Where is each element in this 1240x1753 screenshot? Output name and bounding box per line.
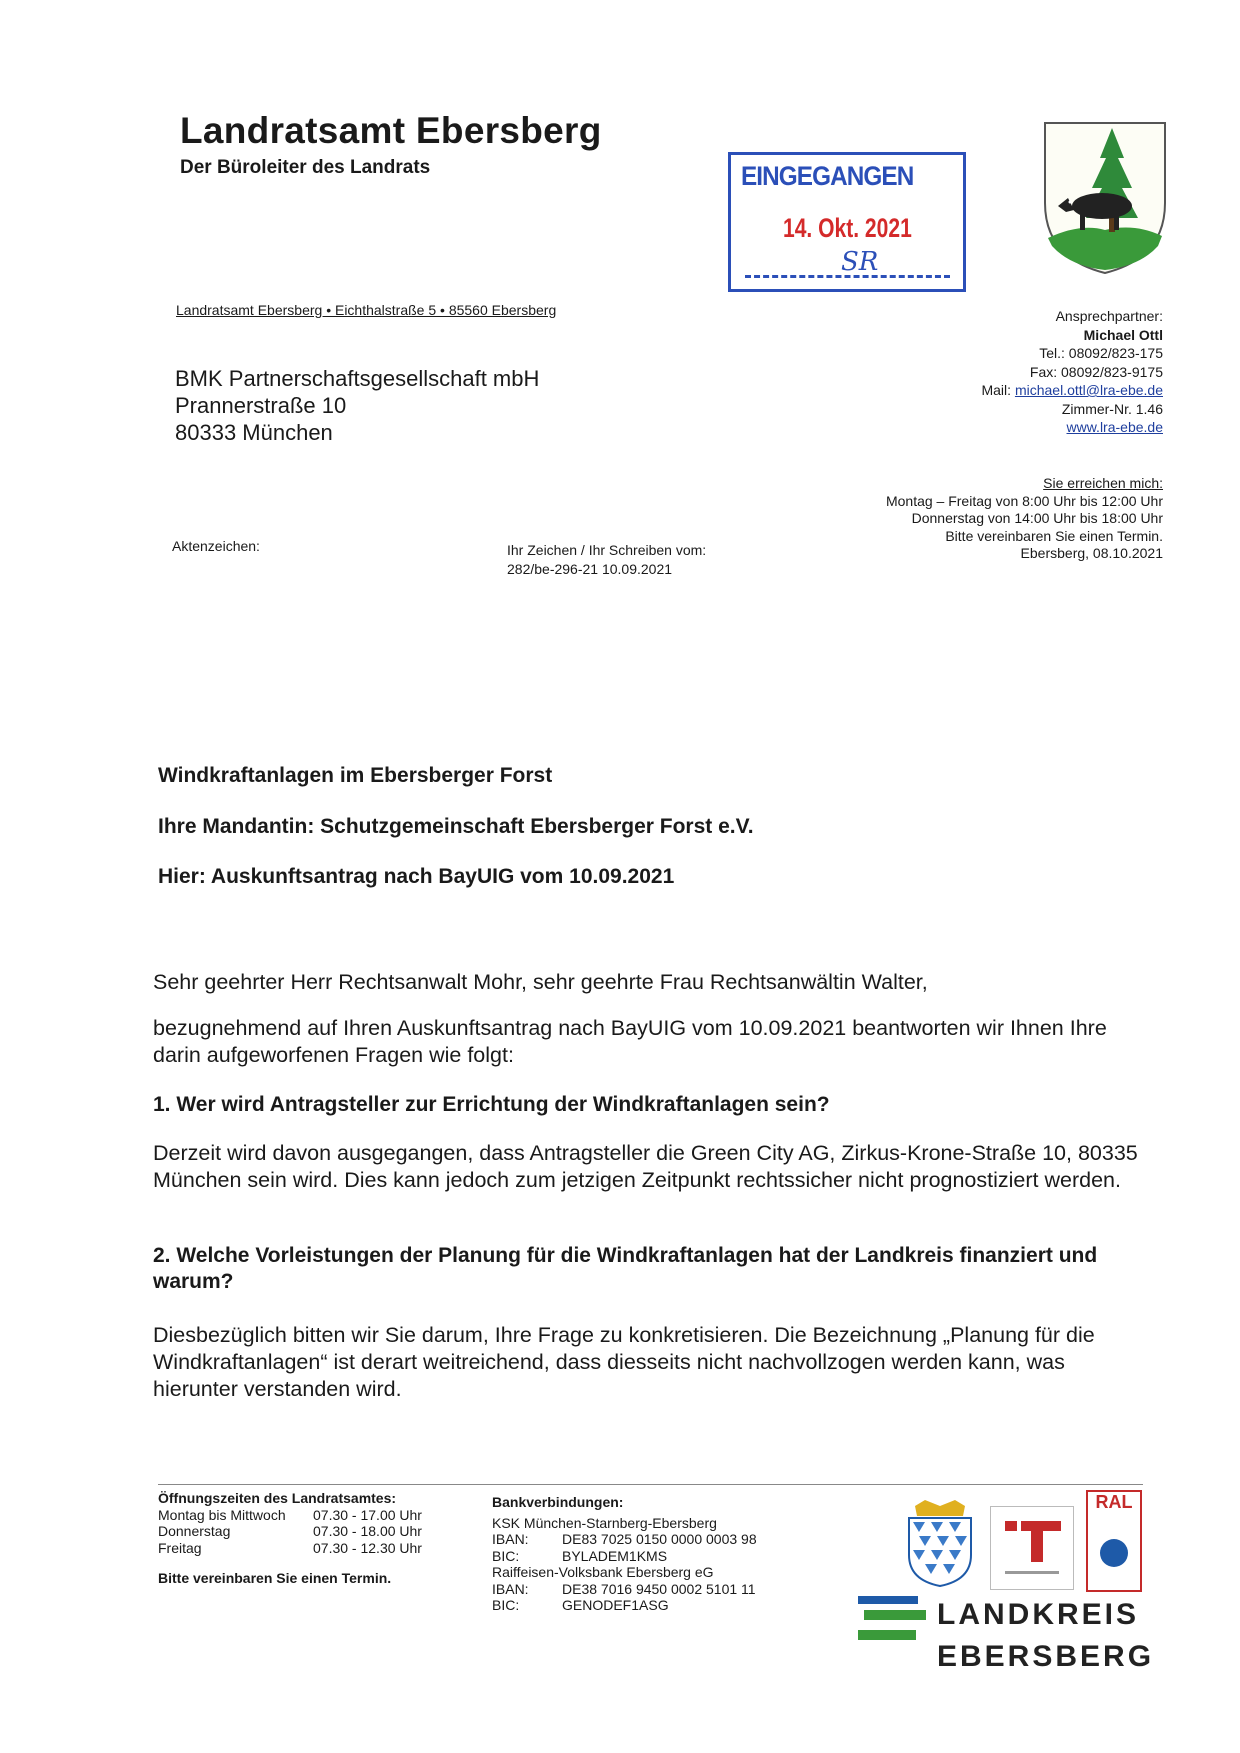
question-2: 2. Welche Vorleistungen der Planung für die Windkraftanlagen hat der Landkreis finanziert und warum?	[153, 1244, 1098, 1293]
reach-line: Donnerstag von 14:00 Uhr bis 18:00 Uhr	[911, 510, 1163, 526]
contact-fax: Fax: 08092/823-9175	[1029, 363, 1163, 380]
bank1-name: KSK München-Starnberg-Ebersberg	[492, 1514, 717, 1531]
answer-1: Derzeit wird davon ausgegangen, dass Antragsteller die Green City AG, Zirkus-Krone-Straße 10, 80335 München sein wird. Dies kann jedoch zum jetzigen Zeitpunkt rechtssicher nicht prognostiziert werden.	[153, 1141, 1138, 1192]
sender-address-line: Landratsamt Ebersberg • Eichthalstraße 5 • 85560 Ebersberg	[176, 302, 557, 318]
ihr-zeichen-value: 282/be-296-21 10.09.2021	[507, 561, 673, 577]
recipient-line: BMK Partnerschaftsgesellschaft mbH	[175, 366, 540, 391]
recipient-line: 80333 München	[175, 420, 333, 445]
bank-details	[492, 1494, 812, 1614]
opening-row: Montag bis Mittwoch 07.30 - 17.00 Uhr	[158, 1506, 422, 1523]
contact-label: Ansprechpartner:	[1055, 308, 1163, 324]
question-1: 1. Wer wird Antragsteller zur Errichtung der Windkraftanlagen sein?	[153, 1093, 830, 1116]
bank1-iban: IBAN: DE83 7025 0150 0000 0003 98	[492, 1531, 757, 1547]
opening-title: Öffnungszeiten des Landratsamtes:	[158, 1490, 397, 1506]
stamp-title: EINGEGANGEN	[741, 161, 914, 191]
contact-name: Michael Ottl	[1083, 326, 1163, 343]
subject-line: Windkraftanlagen im Ebersberger Forst	[158, 764, 553, 787]
bank-title: Bankverbindungen:	[492, 1494, 624, 1510]
answer-2: Diesbezüglich bitten wir Sie darum, Ihre Frage zu konkretisieren. Die Bezeichnung „Planung für die Windkraftanlagen“ ist derart weitreichend, dass diesseits nicht nachvollzogen werden kann, was hierunter verstanden wird.	[153, 1323, 1095, 1401]
authority-subtitle: Der Büroleiter des Landrats	[180, 157, 431, 178]
contact-mail-row	[981, 381, 1163, 400]
letter-date: Ebersberg, 08.10.2021	[1020, 545, 1163, 561]
website-link[interactable]: www.lra-ebe.de	[1066, 419, 1163, 435]
opening-hours	[158, 1490, 458, 1587]
reach-label: Sie erreichen mich:	[1043, 475, 1163, 491]
coat-of-arms-icon	[1040, 118, 1170, 276]
subject-line: Ihre Mandantin: Schutzgemeinschaft Ebersberger Forst e.V.	[158, 815, 754, 838]
ral-quality-icon	[1086, 1490, 1142, 1592]
certificate-icon	[990, 1506, 1074, 1590]
contact-room: Zimmer-Nr. 1.46	[1061, 400, 1163, 417]
stamp-date: 14. Okt. 2021	[783, 213, 912, 243]
logo-landkreis-text: LANDKREIS	[937, 1598, 1140, 1631]
reach-line: Bitte vereinbaren Sie einen Termin.	[945, 527, 1163, 544]
appointment-note: Bitte vereinbaren Sie einen Termin.	[158, 1570, 392, 1586]
bank2-bic: BIC: GENODEF1ASG	[492, 1597, 669, 1613]
reach-line: Montag – Freitag von 8:00 Uhr bis 12:00 Uhr	[885, 492, 1163, 509]
subject-line: Hier: Auskunftsantrag nach BayUIG vom 10.09.2021	[158, 865, 675, 888]
ral-label: RAL	[1095, 1492, 1133, 1512]
bavaria-arms-icon	[905, 1500, 975, 1588]
contact-tel: Tel.: 08092/823-175	[1039, 345, 1163, 361]
contact-block	[981, 307, 1163, 437]
authority-title: Landratsamt Ebersberg	[180, 110, 602, 151]
intro-paragraph: bezugnehmend auf Ihren Auskunftsantrag nach BayUIG vom 10.09.2021 beantworten wir Ihnen Ihre darin aufgeworfenen Fragen wie folgt:	[153, 1016, 1107, 1067]
stamp-initials: SR	[841, 247, 879, 277]
bank1-bic: BIC: BYLADEM1KMS	[492, 1547, 668, 1564]
footer-divider	[158, 1484, 1143, 1485]
bank2-name: Raiffeisen-Volksbank Ebersberg eG	[492, 1564, 714, 1580]
office-hours-block	[886, 475, 1163, 563]
bank2-iban: IBAN: DE38 7016 9450 0002 5101 11	[492, 1580, 756, 1597]
salutation: Sehr geehrter Herr Rechtsanwalt Mohr, sehr geehrte Frau Rechtsanwältin Walter,	[153, 970, 928, 994]
opening-row: Freitag 07.30 - 12.30 Uhr	[158, 1539, 422, 1556]
landkreis-logo-icon	[858, 1596, 926, 1646]
ihr-zeichen-label: Ihr Zeichen / Ihr Schreiben vom:	[507, 542, 707, 558]
recipient-line: Prannerstraße 10	[175, 393, 347, 418]
logo-ebersberg-text: EBERSBERG	[937, 1640, 1155, 1673]
stamp-divider	[745, 275, 950, 278]
recipient-address	[175, 365, 539, 446]
contact-mail-link[interactable]: michael.ottl@lra-ebe.de	[1014, 382, 1163, 398]
contact-mail-label: Mail:	[981, 382, 1012, 398]
opening-row: Donnerstag 07.30 - 18.00 Uhr	[158, 1523, 422, 1539]
received-stamp	[728, 152, 966, 292]
aktenzeichen-label: Aktenzeichen:	[172, 538, 260, 554]
